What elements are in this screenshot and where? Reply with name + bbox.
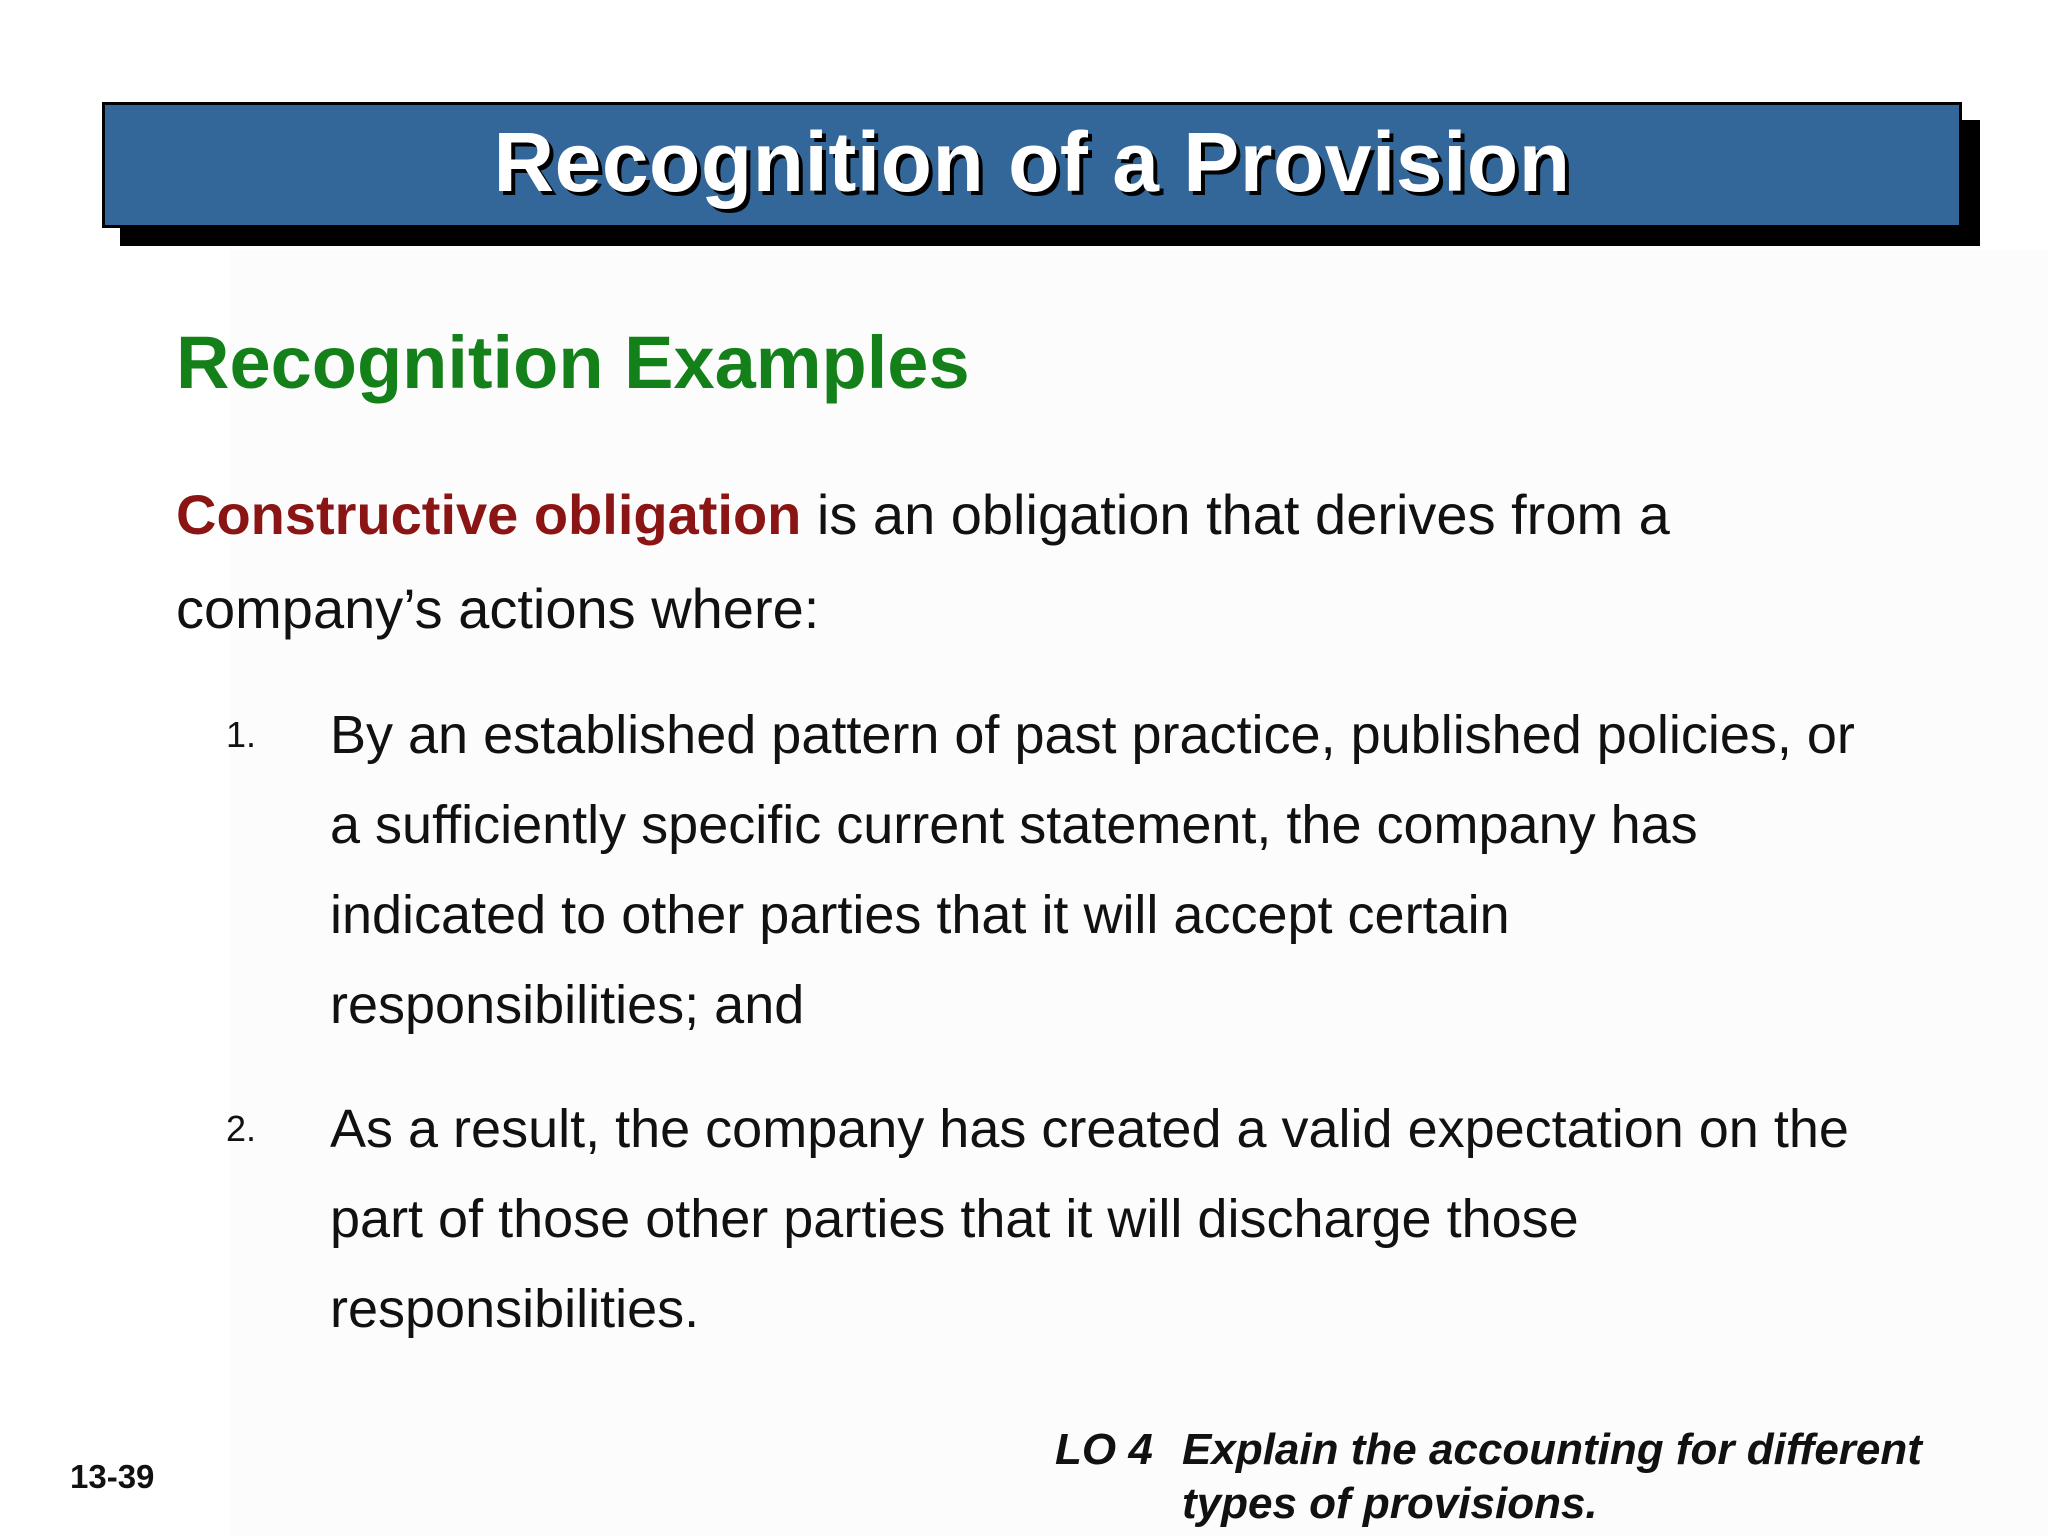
learning-objective xyxy=(1055,1423,1995,1531)
learning-objective-code: LO 4 xyxy=(1055,1425,1153,1474)
section-heading: Recognition Examples xyxy=(176,321,970,404)
list-item xyxy=(176,1084,1926,1354)
list-item xyxy=(176,690,1926,1050)
definition-text: is an obligation that derives from a company’s actions where: xyxy=(176,483,1670,640)
list-number: 1. xyxy=(226,714,257,755)
definition-paragraph xyxy=(176,468,1896,656)
criteria-list xyxy=(176,690,1926,1354)
list-number: 2. xyxy=(226,1108,257,1149)
learning-objective-text: Explain the accounting for different types of provisions. xyxy=(1182,1425,1922,1528)
title-bar xyxy=(102,102,1962,228)
page-number: 13-39 xyxy=(70,1458,155,1495)
list-item-text: By an established pattern of past practice, published policies, or a sufficiently specific current statement, the company has indicated to other parties that it will accept certain responsibilities; and xyxy=(330,705,1855,1035)
slide-title: Recognition of a Provision xyxy=(493,114,1571,209)
defined-term: Constructive obligation xyxy=(176,483,802,546)
list-item-text: As a result, the company has created a valid expectation on the part of those other parties that it will discharge those responsibilities. xyxy=(330,1099,1849,1339)
